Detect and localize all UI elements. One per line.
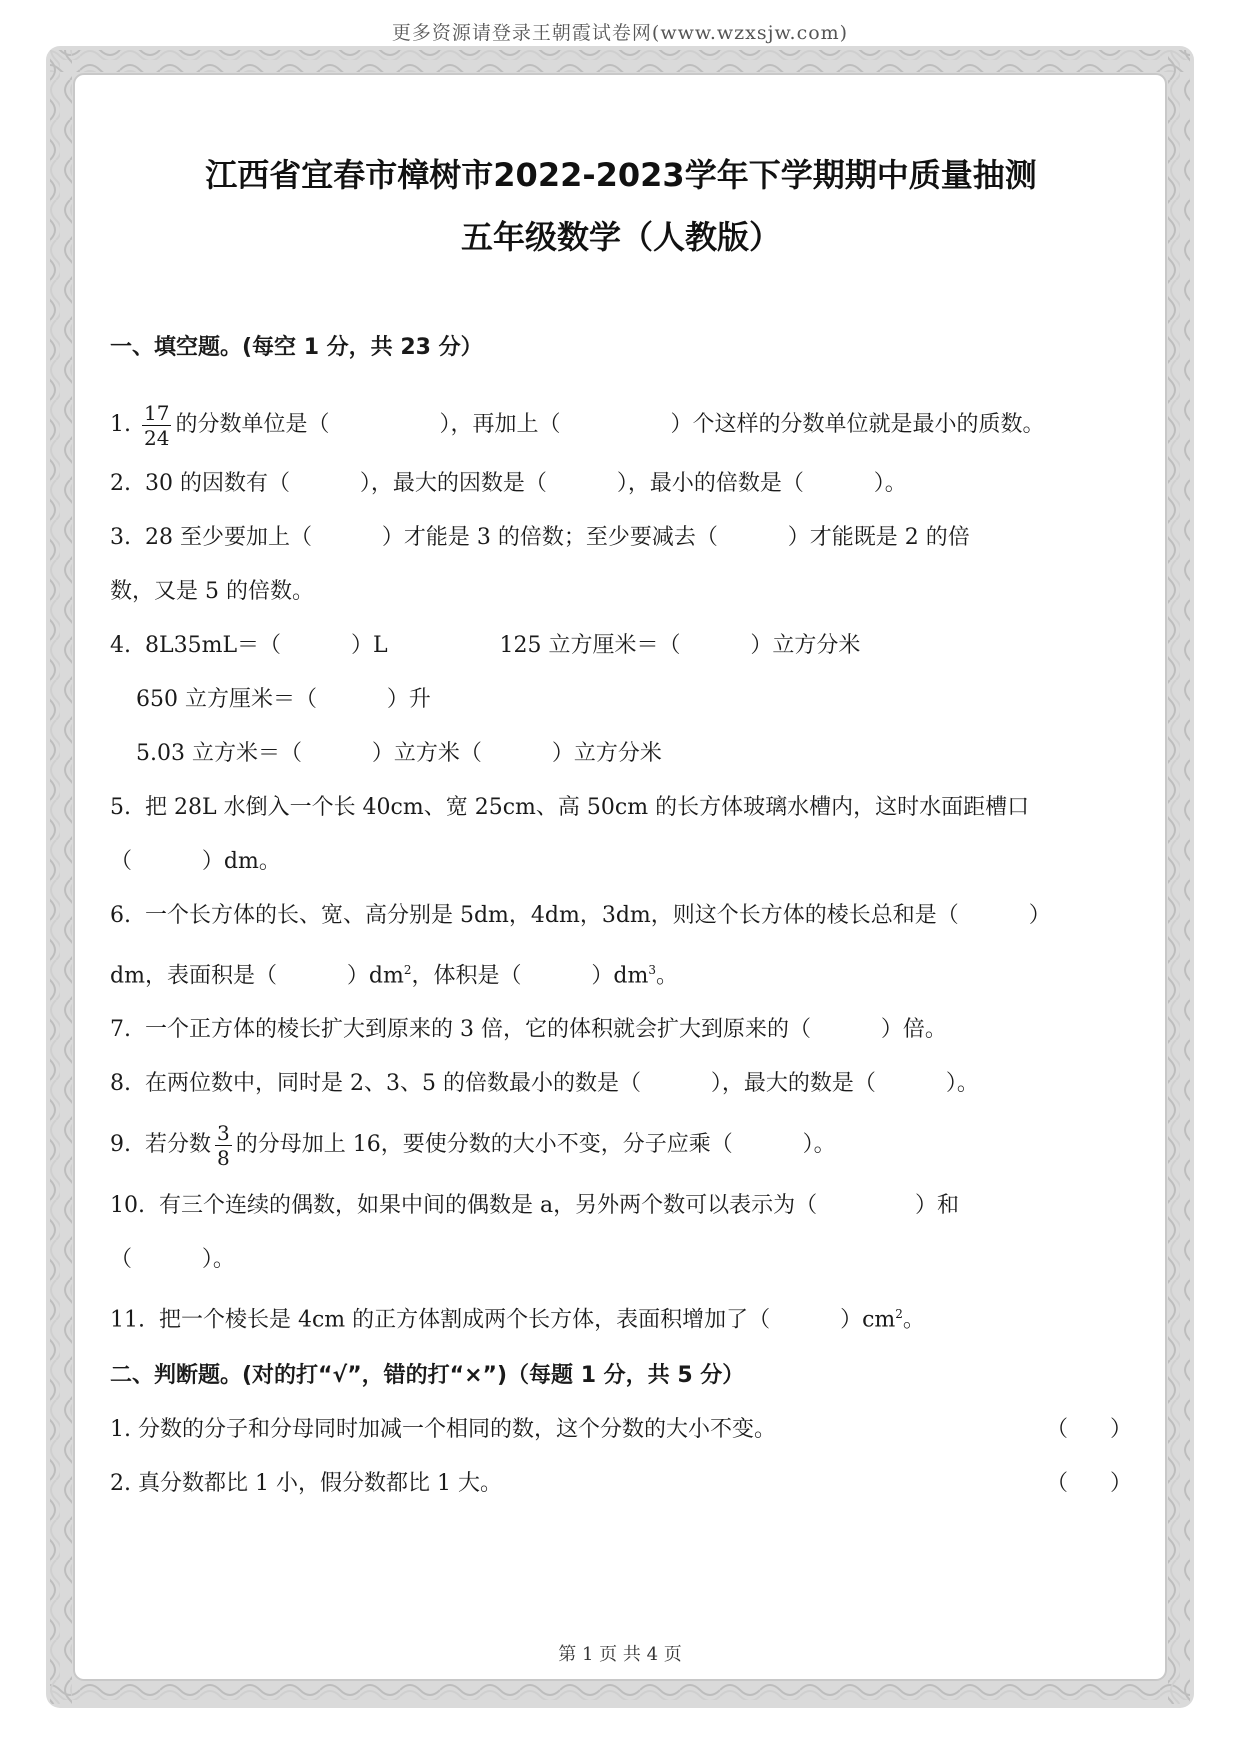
question-10-line2: （ ）。 [110, 1247, 235, 1273]
source-banner: 更多资源请登录王朝霞试卷网(www.wzxsjw.com) [391, 22, 849, 44]
exam-content [110, 150, 1132, 1511]
answer-paren[interactable]: （ ） [1046, 1470, 1132, 1496]
judge-item-2: 2. 真分数都比 1 小，假分数都比 1 大。 （ ） [110, 1457, 1132, 1511]
question-11: 11. 把一个棱长是 4cm 的正方体割成两个长方体，表面积增加了（ ）$cm^2$。 [110, 1307, 925, 1333]
question-8: 8. 在两位数中，同时是 2、3、5 的倍数最小的数是（ ），最大的数是（ ）。 [110, 1071, 979, 1097]
section1-heading: 一、填空题。(每空 1 分，共 23 分） [110, 335, 483, 360]
question-7: 7. 一个正方体的棱长扩大到原来的 3 倍，它的体积就会扩大到原来的（ ）倍。 [110, 1017, 947, 1043]
question-6-line1: 6. 一个长方体的长、宽、高分别是 5dm，4dm，3dm，则这个长方体的棱长总和是（ ） [110, 903, 1051, 928]
question-4-line2: 650 立方厘米＝（ ）升 [136, 687, 431, 712]
exam-subtitle: 五年级数学（人教版） [460, 218, 781, 256]
question-4-line1: 4. 8L35mL＝（ ）L 125 立方厘米＝（ ）立方分米 [110, 633, 861, 658]
question-3-line2: 数，又是 5 的倍数。 [110, 579, 314, 604]
page-number: 第 1 页 共 4 页 [558, 1644, 682, 1665]
fraction-17-24: $\frac{17}{24}$ [144, 400, 170, 450]
question-9: 9. 若分数 $\frac{3}{8}$ 的分母加上 16，要使分数的大小不变，分子应乘（ ）。 [110, 1120, 836, 1170]
question-2: 2. 30 的因数有（ ），最大的因数是（ ），最小的倍数是（ ）。 [110, 471, 907, 496]
exam-title: 江西省宜春市樟树市2022-2023学年下学期期中质量抽测 [205, 156, 1037, 194]
question-3-line1: 3. 28 至少要加上（ ）才能是 3 的倍数；至少要减去（ ）才能既是 2 的倍 [110, 525, 970, 550]
question-5-line2: （ ）dm。 [110, 849, 281, 874]
question-6-line2: dm，表面积是（ ）$dm^2$，体积是（ ）$dm^3$。 [110, 963, 679, 989]
fraction-3-8: $\frac{3}{8}$ [216, 1120, 230, 1170]
question-10-line1: 10. 有三个连续的偶数，如果中间的偶数是 a，另外两个数可以表示为（ ）和 [110, 1193, 959, 1219]
judge-item-1: 1. 分数的分子和分母同时加减一个相同的数，这个分数的大小不变。 （ ） [110, 1403, 1132, 1457]
answer-paren[interactable]: （ ） [1046, 1416, 1132, 1442]
question-4-line3: 5.03 立方米＝（ ）立方米（ ）立方分米 [136, 741, 662, 766]
question-1: 1. $\frac{17}{24}$ 的分数单位是（ ），再加上（ ）个这样的分数单位就是最小的质数。 [110, 400, 1045, 450]
question-5-line1: 5. 把 28L 水倒入一个长 40cm、宽 25cm、高 50cm 的长方体玻璃水槽内，这时水面距槽口 [110, 795, 1030, 820]
section2-heading: 二、判断题。(对的打“√”，错的打“×”)（每题 1 分，共 5 分） [110, 1362, 745, 1388]
